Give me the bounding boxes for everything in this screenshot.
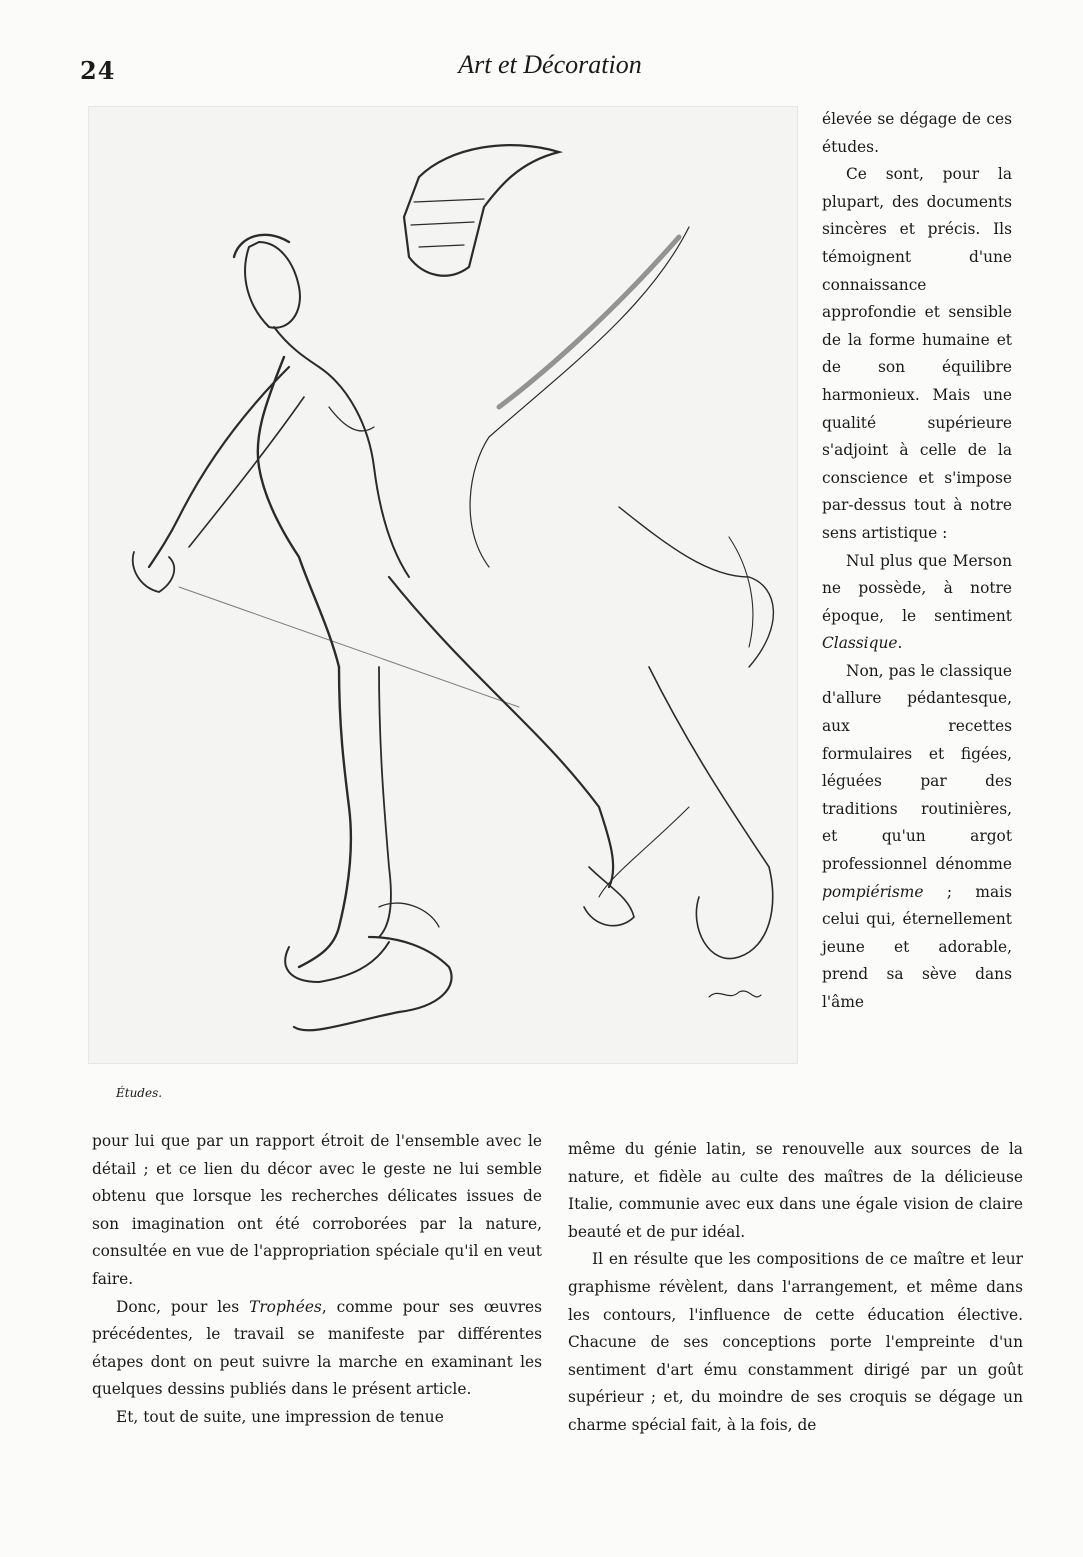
- running-title: Art et Décoration: [458, 50, 642, 79]
- emphasis-pompierisme: pompiérisme: [822, 882, 924, 901]
- side-paragraph-3: Nul plus que Merson ne possède, à notre époque, le sentiment Classique.: [822, 551, 1012, 653]
- figure-caption: Études.: [116, 1086, 163, 1100]
- right-paragraph-2: Il en résulte que les compositions de ce maître et leur graphisme révèlent, dans l'arrangement, et même dans les contours, l'influence de cette éducation élective. Chacune de ses conceptions porte l'empreinte d'un sentiment d'art ému constamment dirigé par un goût supérieur ; et, du moindre de ses croquis se dégage un charme spécial fait, à la fois, de: [568, 1250, 1023, 1434]
- left-paragraph-2: Donc, pour les Trophées, comme pour ses œuvres précédentes, le travail se manifeste par différentes étapes dont on peut suivre la marche en examinant les quelques dessins publiés dans le présent article.: [92, 1297, 543, 1399]
- page-number: 24: [80, 56, 116, 85]
- left-paragraph-3: Et, tout de suite, une impression de tenue: [116, 1407, 444, 1426]
- side-text-column: [822, 106, 1012, 1017]
- left-paragraph-1: pour lui que par un rapport étroit de l'ensemble avec le détail ; et ce lien du décor avec le geste ne lui semble obtenu que lorsque les recherches délicates issues de son imagination ont été corroborées par la nature, consultée en vue de l'appropriation spéciale qu'il en veut faire.: [92, 1132, 542, 1288]
- side-paragraph-1: élevée se dégage de ces études.: [822, 110, 1012, 156]
- right-text-column: [568, 1136, 1023, 1440]
- figure-sketch: [88, 106, 798, 1064]
- right-paragraph-1: même du génie latin, se renouvelle aux sources de la nature, et fidèle au culte des maîtres de la délicieuse Italie, communie avec eux dans une égale vision de claire beauté et de pur idéal.: [568, 1140, 1023, 1241]
- emphasis-classique: Classique: [822, 634, 898, 653]
- side-paragraph-4: Non, pas le classique d'allure pédantesque, aux recettes formulaires et figées, léguées par des traditions routinières, et qu'un argot professionnel dénomme pompiérisme ; mais celui qui, éternellement jeune et adorable, prend sa sève dans l'âme: [822, 661, 1012, 1011]
- left-text-column: [92, 1128, 542, 1432]
- emphasis-trophees: Trophées: [249, 1297, 322, 1316]
- side-paragraph-2: Ce sont, pour la plupart, des documents sincères et précis. Ils témoignent d'une connaissance approfondie et sensible de la forme humaine et de son équilibre harmonieux. Mais une qualité supérieure s'adjoint à celle de la conscience et s'impose par-dessus tout à notre sens artistique :: [822, 165, 1012, 542]
